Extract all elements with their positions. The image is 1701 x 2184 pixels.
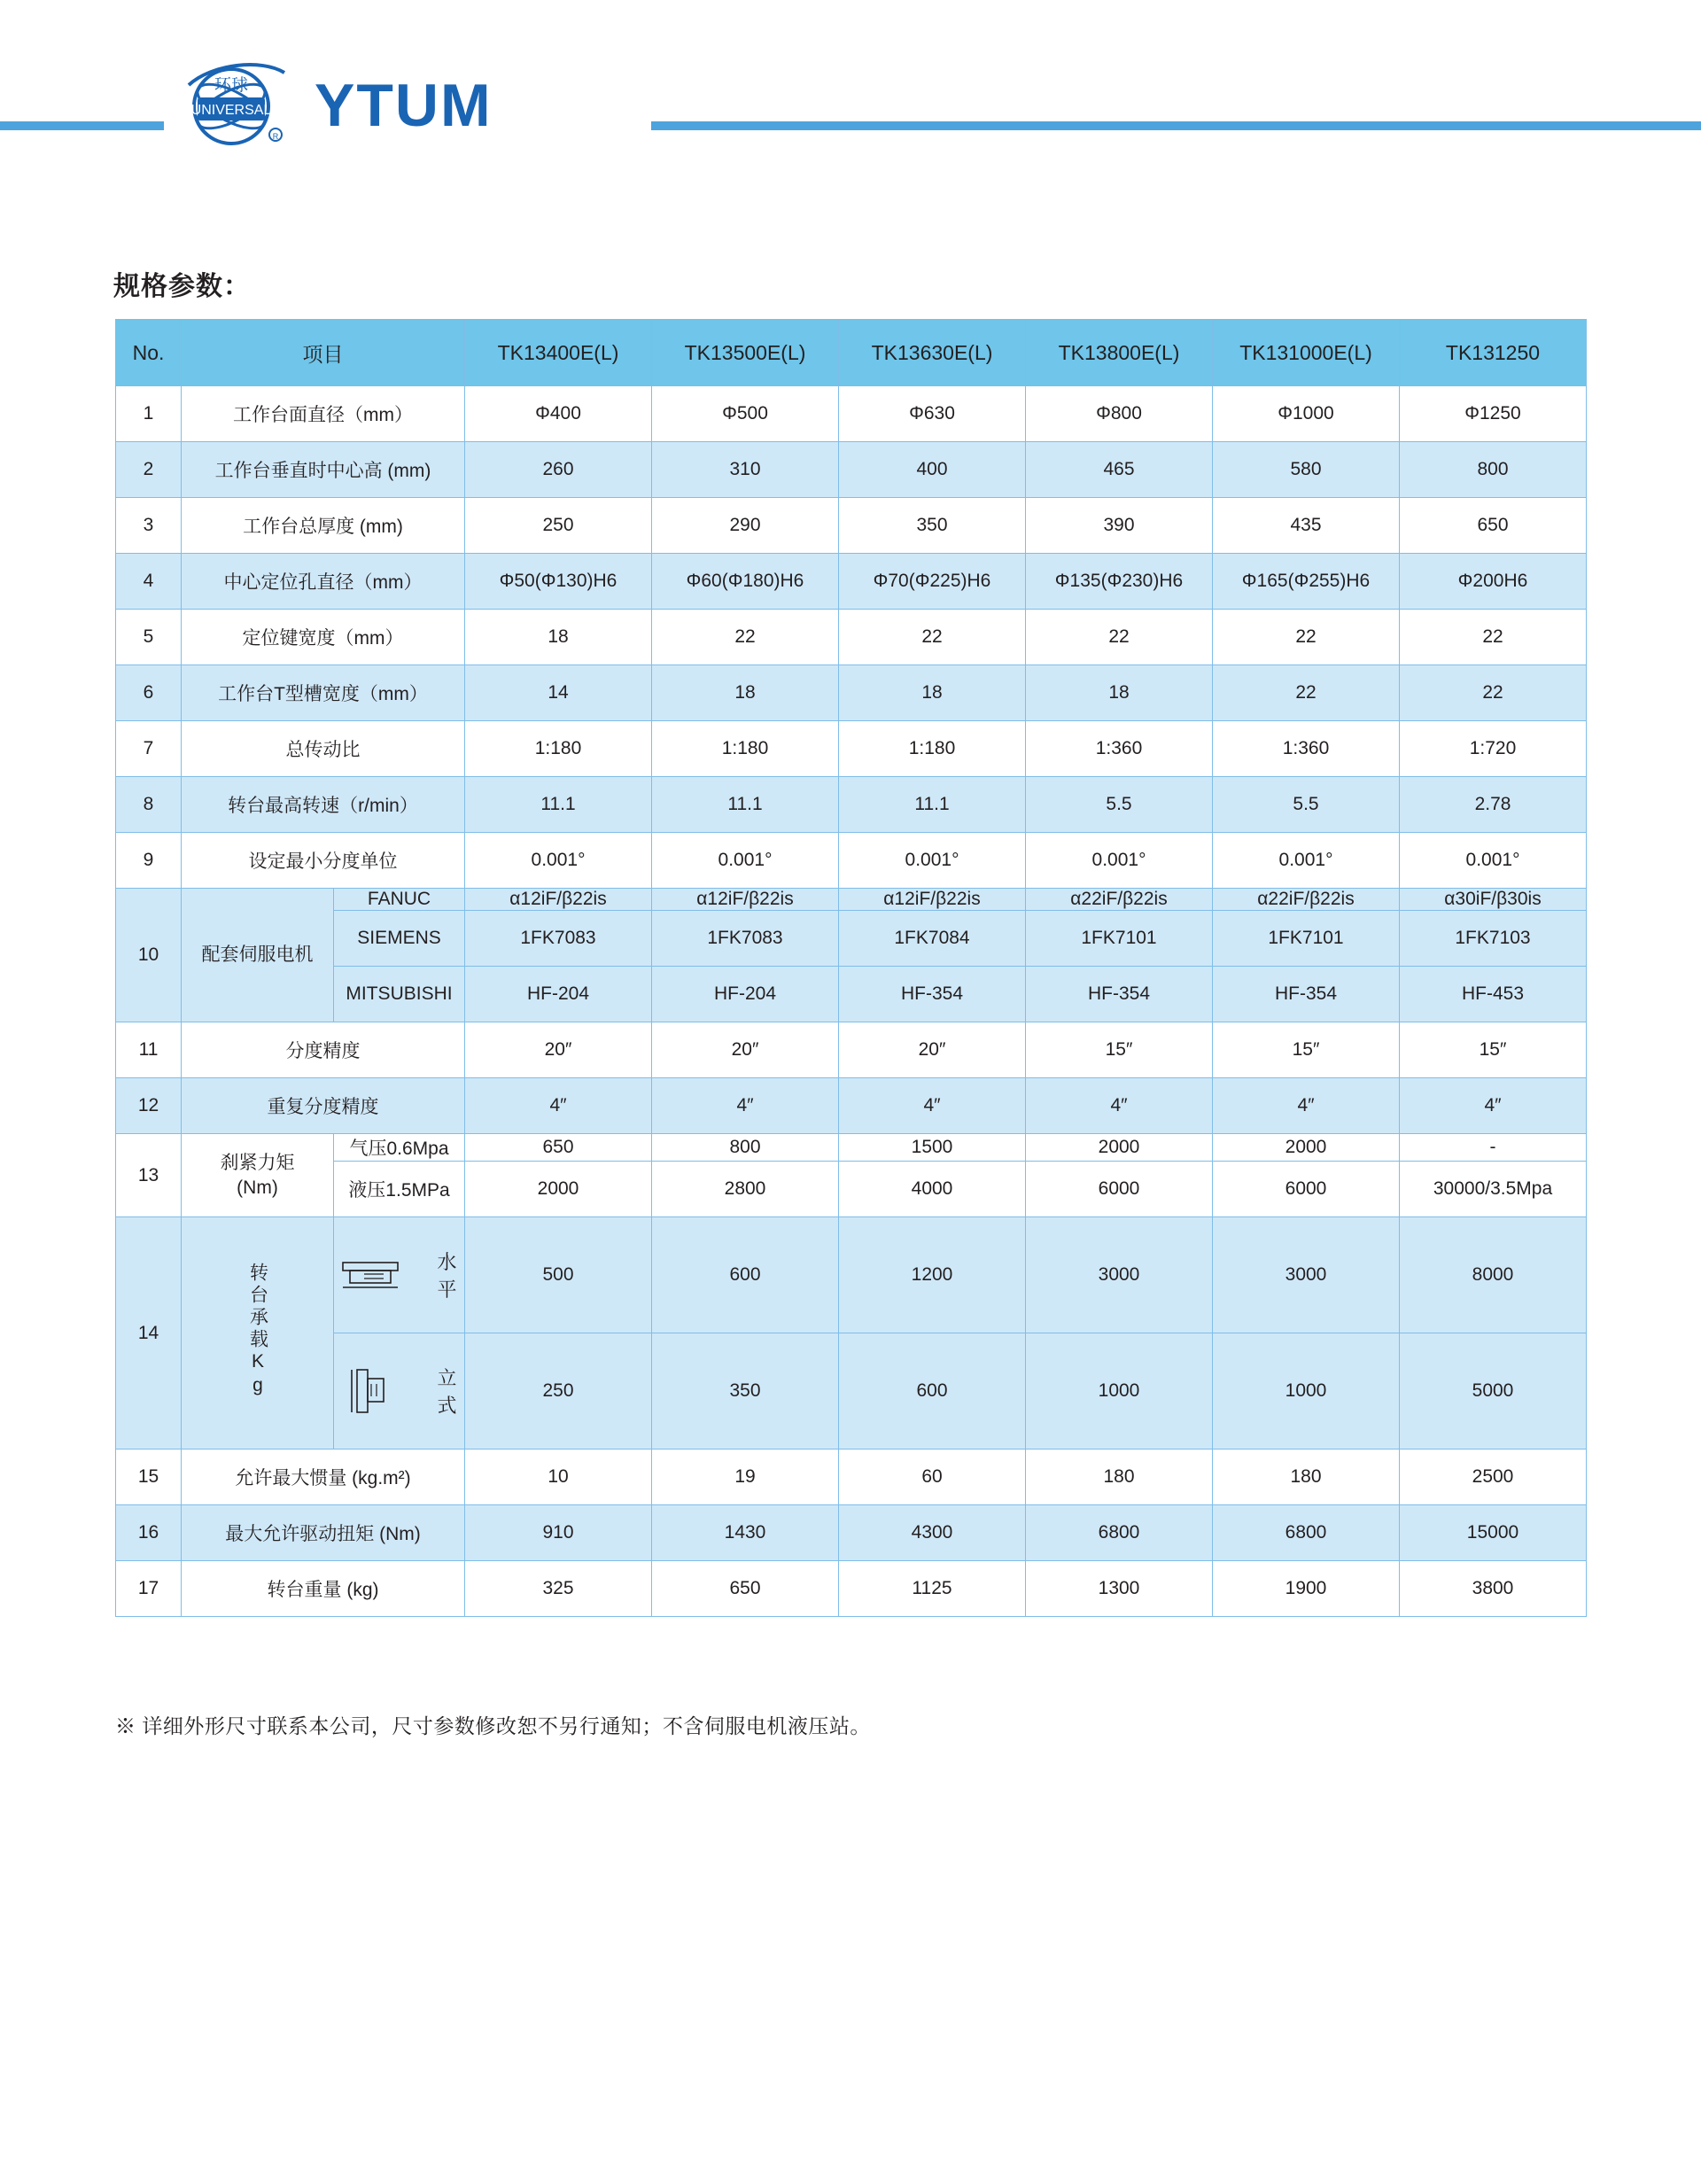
row-item: 转台重量 (kg) xyxy=(182,1561,465,1617)
row-value: 350 xyxy=(652,1333,839,1450)
row-value: 4300 xyxy=(839,1505,1026,1561)
row-value: 800 xyxy=(652,1134,839,1162)
row-value: 2000 xyxy=(1026,1134,1213,1162)
page-title: 规格参数： xyxy=(113,272,251,301)
brand-name: YTUM xyxy=(315,72,493,139)
row-value: 3000 xyxy=(1026,1217,1213,1333)
row-value: 1FK7083 xyxy=(652,911,839,967)
row-value: 260 xyxy=(465,442,652,498)
row-item-group-label-line2: (Nm) xyxy=(237,1177,278,1198)
horizontal-table-icon xyxy=(338,1250,407,1300)
row-value: 0.001° xyxy=(652,833,839,889)
row-no: 11 xyxy=(116,1022,182,1078)
row-value: 2000 xyxy=(465,1162,652,1217)
row-value: 20″ xyxy=(652,1022,839,1078)
row-item: 总传动比 xyxy=(182,721,465,777)
row-value: Φ630 xyxy=(839,386,1026,442)
row-value: 1000 xyxy=(1213,1333,1400,1450)
row-value: 465 xyxy=(1026,442,1213,498)
row-value: 4″ xyxy=(1400,1078,1587,1134)
table-row xyxy=(116,1078,1587,1134)
sub-row-label-cell xyxy=(334,1217,465,1333)
row-value: 400 xyxy=(839,442,1026,498)
row-value: 22 xyxy=(1213,665,1400,721)
row-no: 7 xyxy=(116,721,182,777)
row-value: 6000 xyxy=(1213,1162,1400,1217)
col-header-no: No. xyxy=(116,320,182,386)
row-value: 11.1 xyxy=(652,777,839,833)
col-header-model-5: TK131000E(L) xyxy=(1213,320,1400,386)
row-value: 18 xyxy=(1026,665,1213,721)
row-value: Φ60(Φ180)H6 xyxy=(652,554,839,610)
row-item: 转台最高转速（r/min） xyxy=(182,777,465,833)
row-value: 0.001° xyxy=(1213,833,1400,889)
row-value: 1:720 xyxy=(1400,721,1587,777)
table-row xyxy=(116,967,1587,1022)
row-value: 6800 xyxy=(1026,1505,1213,1561)
table-row xyxy=(116,1217,1587,1333)
row-value: 250 xyxy=(465,1333,652,1450)
row-no: 8 xyxy=(116,777,182,833)
row-value: 1430 xyxy=(652,1505,839,1561)
row-item: 工作台垂直时中心高 (mm) xyxy=(182,442,465,498)
col-header-model-6: TK131250 xyxy=(1400,320,1587,386)
row-value: 15″ xyxy=(1026,1022,1213,1078)
sub-row-label: 立式 xyxy=(437,1367,457,1417)
table-row xyxy=(116,386,1587,442)
row-value: 6800 xyxy=(1213,1505,1400,1561)
row-item-group xyxy=(182,889,334,1022)
row-no: 17 xyxy=(116,1561,182,1617)
row-value: 3800 xyxy=(1400,1561,1587,1617)
row-no: 15 xyxy=(116,1450,182,1505)
row-value: 22 xyxy=(1400,665,1587,721)
row-value: 18 xyxy=(839,665,1026,721)
row-value: 22 xyxy=(1213,610,1400,665)
row-value: 20″ xyxy=(839,1022,1026,1078)
row-value: HF-354 xyxy=(839,967,1026,1022)
table-row xyxy=(116,1333,1587,1450)
row-value: HF-354 xyxy=(1213,967,1400,1022)
row-value: α30iF/β30is xyxy=(1400,889,1587,911)
row-value: 1900 xyxy=(1213,1561,1400,1617)
row-value: 650 xyxy=(465,1134,652,1162)
row-value: Φ400 xyxy=(465,386,652,442)
row-value: 14 xyxy=(465,665,652,721)
row-item: 最大允许驱动扭矩 (Nm) xyxy=(182,1505,465,1561)
row-value: HF-453 xyxy=(1400,967,1587,1022)
header-rule-left xyxy=(0,121,168,130)
table-row xyxy=(116,1561,1587,1617)
spec-table xyxy=(115,319,1587,1617)
row-no: 13 xyxy=(116,1134,182,1217)
row-item: 允许最大惯量 (kg.m²) xyxy=(182,1450,465,1505)
row-value: 650 xyxy=(1400,498,1587,554)
brand-logo xyxy=(164,53,505,158)
row-value: 18 xyxy=(465,610,652,665)
row-value: - xyxy=(1400,1134,1587,1162)
row-value: 2000 xyxy=(1213,1134,1400,1162)
row-value: 910 xyxy=(465,1505,652,1561)
row-value: 500 xyxy=(465,1217,652,1333)
row-value: 22 xyxy=(652,610,839,665)
row-value: 1:180 xyxy=(652,721,839,777)
svg-text:R: R xyxy=(272,132,279,141)
row-value: 650 xyxy=(652,1561,839,1617)
row-value: 180 xyxy=(1213,1450,1400,1505)
row-value: 1000 xyxy=(1026,1333,1213,1450)
sub-row-label-cell xyxy=(334,1333,465,1450)
row-value: 1500 xyxy=(839,1134,1026,1162)
row-item-group xyxy=(182,1217,334,1450)
table-row xyxy=(116,1022,1587,1078)
row-value: 0.001° xyxy=(1400,833,1587,889)
row-value: 4″ xyxy=(1213,1078,1400,1134)
row-value: 22 xyxy=(839,610,1026,665)
row-item: 工作台面直径（mm） xyxy=(182,386,465,442)
row-item: 分度精度 xyxy=(182,1022,465,1078)
row-value: 325 xyxy=(465,1561,652,1617)
row-value: 435 xyxy=(1213,498,1400,554)
row-value: 2800 xyxy=(652,1162,839,1217)
row-value: 290 xyxy=(652,498,839,554)
row-value: 5.5 xyxy=(1213,777,1400,833)
row-item: 设定最小分度单位 xyxy=(182,833,465,889)
row-value: 1FK7083 xyxy=(465,911,652,967)
table-row xyxy=(116,665,1587,721)
sub-row-label: FANUC xyxy=(334,889,465,911)
row-value: Φ800 xyxy=(1026,386,1213,442)
row-value: 2.78 xyxy=(1400,777,1587,833)
sub-row-label: SIEMENS xyxy=(334,911,465,967)
row-value: 5000 xyxy=(1400,1333,1587,1450)
row-value: Φ70(Φ225)H6 xyxy=(839,554,1026,610)
table-row xyxy=(116,777,1587,833)
row-value: 60 xyxy=(839,1450,1026,1505)
col-header-model-3: TK13630E(L) xyxy=(839,320,1026,386)
row-value: Φ165(Φ255)H6 xyxy=(1213,554,1400,610)
row-no: 10 xyxy=(116,889,182,1022)
row-value: 22 xyxy=(1400,610,1587,665)
svg-text:UNIVERSAL: UNIVERSAL xyxy=(190,103,272,118)
col-header-model-1: TK13400E(L) xyxy=(465,320,652,386)
row-value: 390 xyxy=(1026,498,1213,554)
table-row xyxy=(116,889,1587,911)
row-value: 11.1 xyxy=(465,777,652,833)
row-value: 350 xyxy=(839,498,1026,554)
row-value: Φ500 xyxy=(652,386,839,442)
row-value: 600 xyxy=(839,1333,1026,1450)
row-item: 中心定位孔直径（mm） xyxy=(182,554,465,610)
row-value: 15″ xyxy=(1400,1022,1587,1078)
sub-row-label: 气压0.6Mpa xyxy=(334,1134,465,1162)
sub-row-label: 水平 xyxy=(437,1251,457,1301)
row-value: 600 xyxy=(652,1217,839,1333)
row-value: α12iF/β22is xyxy=(465,889,652,911)
table-row xyxy=(116,498,1587,554)
row-value: 0.001° xyxy=(1026,833,1213,889)
table-header-row xyxy=(116,320,1587,386)
row-value: Φ50(Φ130)H6 xyxy=(465,554,652,610)
vertical-table-icon xyxy=(338,1366,407,1416)
row-value: 15000 xyxy=(1400,1505,1587,1561)
row-item-group-label: 转台承载Kg xyxy=(247,1262,268,1399)
row-value: 11.1 xyxy=(839,777,1026,833)
row-item: 工作台总厚度 (mm) xyxy=(182,498,465,554)
row-value: 4″ xyxy=(465,1078,652,1134)
row-value: 1125 xyxy=(839,1561,1026,1617)
row-no: 6 xyxy=(116,665,182,721)
row-value: α22iF/β22is xyxy=(1213,889,1400,911)
table-row xyxy=(116,610,1587,665)
row-value: HF-204 xyxy=(652,967,839,1022)
row-value: 1FK7103 xyxy=(1400,911,1587,967)
row-value: 4000 xyxy=(839,1162,1026,1217)
footnote: ※ 详细外形尺寸联系本公司，尺寸参数修改恕不另行通知；不含伺服电机液压站。 xyxy=(115,1714,871,1737)
svg-text:环球: 环球 xyxy=(214,76,249,95)
row-value: 1:180 xyxy=(465,721,652,777)
row-no: 12 xyxy=(116,1078,182,1134)
col-header-item: 项目 xyxy=(182,320,465,386)
row-no: 14 xyxy=(116,1217,182,1450)
row-value: 3000 xyxy=(1213,1217,1400,1333)
col-header-model-4: TK13800E(L) xyxy=(1026,320,1213,386)
row-item: 重复分度精度 xyxy=(182,1078,465,1134)
row-value: 4″ xyxy=(1026,1078,1213,1134)
row-value: 5.5 xyxy=(1026,777,1213,833)
row-value: 0.001° xyxy=(465,833,652,889)
table-row xyxy=(116,911,1587,967)
row-value: 20″ xyxy=(465,1022,652,1078)
row-value: 1:360 xyxy=(1213,721,1400,777)
universal-globe-icon xyxy=(176,53,291,158)
row-value: 1:180 xyxy=(839,721,1026,777)
row-value: 4″ xyxy=(839,1078,1026,1134)
row-value: Φ1000 xyxy=(1213,386,1400,442)
row-value: 800 xyxy=(1400,442,1587,498)
table-row xyxy=(116,1505,1587,1561)
row-value: 15″ xyxy=(1213,1022,1400,1078)
row-value: 18 xyxy=(652,665,839,721)
table-row xyxy=(116,1162,1587,1217)
table-row xyxy=(116,833,1587,889)
row-value: 8000 xyxy=(1400,1217,1587,1333)
row-no: 5 xyxy=(116,610,182,665)
row-value: 1FK7101 xyxy=(1213,911,1400,967)
table-row xyxy=(116,1450,1587,1505)
row-value: 0.001° xyxy=(839,833,1026,889)
col-header-model-2: TK13500E(L) xyxy=(652,320,839,386)
row-item-group-label-line1: 刹紧力矩 xyxy=(220,1153,295,1174)
row-value: Φ200H6 xyxy=(1400,554,1587,610)
row-value: 22 xyxy=(1026,610,1213,665)
row-value: 1FK7101 xyxy=(1026,911,1213,967)
row-no: 16 xyxy=(116,1505,182,1561)
row-no: 9 xyxy=(116,833,182,889)
row-value: α12iF/β22is xyxy=(839,889,1026,911)
table-row xyxy=(116,554,1587,610)
row-value: 1:360 xyxy=(1026,721,1213,777)
row-value: 10 xyxy=(465,1450,652,1505)
row-value: HF-204 xyxy=(465,967,652,1022)
row-value: 30000/3.5Mpa xyxy=(1400,1162,1587,1217)
row-item: 定位键宽度（mm） xyxy=(182,610,465,665)
row-value: Φ135(Φ230)H6 xyxy=(1026,554,1213,610)
header-rule-right xyxy=(651,121,1701,130)
row-value: 2500 xyxy=(1400,1450,1587,1505)
sub-row-label: 液压1.5MPa xyxy=(334,1162,465,1217)
spec-table-wrapper xyxy=(115,319,1586,1617)
row-value: 19 xyxy=(652,1450,839,1505)
row-value: α12iF/β22is xyxy=(652,889,839,911)
page-header xyxy=(0,0,1701,174)
row-value: α22iF/β22is xyxy=(1026,889,1213,911)
row-item-group-label: 配套伺服电机 xyxy=(201,944,314,966)
row-no: 2 xyxy=(116,442,182,498)
row-item-group xyxy=(182,1134,334,1217)
row-no: 3 xyxy=(116,498,182,554)
row-value: 180 xyxy=(1026,1450,1213,1505)
row-value: 580 xyxy=(1213,442,1400,498)
row-value: 6000 xyxy=(1026,1162,1213,1217)
row-item: 工作台T型槽宽度（mm） xyxy=(182,665,465,721)
row-no: 1 xyxy=(116,386,182,442)
row-value: 310 xyxy=(652,442,839,498)
table-row xyxy=(116,1134,1587,1162)
row-value: 1300 xyxy=(1026,1561,1213,1617)
row-value: 250 xyxy=(465,498,652,554)
row-value: 4″ xyxy=(652,1078,839,1134)
row-value: 1FK7084 xyxy=(839,911,1026,967)
row-no: 4 xyxy=(116,554,182,610)
row-value: HF-354 xyxy=(1026,967,1213,1022)
row-value: 1200 xyxy=(839,1217,1026,1333)
sub-row-label: MITSUBISHI xyxy=(334,967,465,1022)
row-value: Φ1250 xyxy=(1400,386,1587,442)
table-row xyxy=(116,442,1587,498)
table-row xyxy=(116,721,1587,777)
